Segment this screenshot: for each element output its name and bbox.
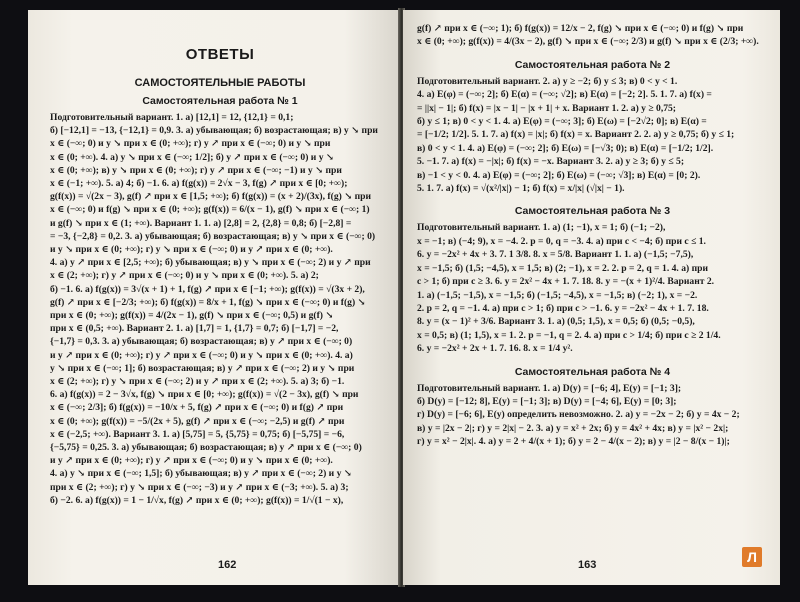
text-line: в) 0 < y < 1. 4. а) E(φ) = (−∞; 2]; б) E(ω) = [−√3; 0); в) E(α) = [−1/2; 1/2]. bbox=[417, 142, 714, 154]
section-title: САМОСТОЯТЕЛЬНЫЕ РАБОТЫ bbox=[134, 77, 306, 89]
text-line: и y ↗ при x ∈ (0; +∞); г) y ↗ при x ∈ (−∞; 0) и y ↘ при x ∈ (0; +∞). bbox=[50, 455, 333, 467]
text-line: б) [−12,1] = −13, {−12,1} = 0,9. 3. а) убывающая; б) возрастающая; в) y ↘ при bbox=[50, 125, 378, 137]
right-text-4 bbox=[417, 382, 768, 449]
subsection-title-3: Самостоятельная работа № 3 bbox=[514, 205, 671, 218]
text-line: x ∈ (0; +∞); в) y ↘ при x ∈ (0; +∞); г) y ↗ при x ∈ (−∞; −1) и y ↘ при bbox=[50, 164, 342, 176]
subsection-title-4: Самостоятельная работа № 4 bbox=[514, 365, 671, 378]
text-line: б) −1. 6. а) f(g(x)) = 3√(x + 1) + 1, f(g) ↗ при x ∈ [−1; +∞); g(f(x)) = √(3x + 2), bbox=[50, 283, 365, 295]
text-line: Подготовительный вариант. 1. а) (1; −1), x = 1; б) (−1; −2), bbox=[417, 222, 666, 234]
subsection-title-1: Самостоятельная работа № 1 bbox=[142, 95, 298, 107]
text-line: 6. а) f(g(x)) = 2 − 3√x, f(g) ↘ при x ∈ [0; +∞); g(f(x)) = √(2 − 3x), g(f) ↘ при bbox=[50, 389, 359, 401]
text-line: 5. 1. 7. а) f(x) = √(x²/|x|) − 1; б) f(x) = x/|x| (√|x| − 1). bbox=[417, 183, 625, 195]
text-line: x ∈ (−2,5; +∞). Вариант 3. 1. а) [5,75] = 5, {5,75} = 0,75; б) [−5,75] = −6, bbox=[50, 428, 345, 440]
text-line: в) y = |2x − 2|; г) y = 2|x| − 2. 3. а) y = x² + 2x; б) y = 4x² + 4x; в) y = |x² − 2x|; bbox=[417, 422, 729, 434]
left-page bbox=[28, 10, 400, 585]
left-text-block bbox=[50, 111, 390, 507]
text-line: в) −1 < y < 0. 4. а) E(φ) = (−∞; 2]; б) E(ω) = (−∞; √3]; в) E(α) = [0; 2). bbox=[417, 169, 701, 181]
text-line: 5. −1. 7. а) f(x) = −|x|; б) f(x) = −x. Вариант 3. 2. а) y ≥ 3; б) y ≤ 5; bbox=[417, 156, 685, 168]
text-line: б) D(y) = [−12; 8], E(y) = [−1; 3]; в) D(y) = [−4; 6], E(y) = [0; 3]; bbox=[417, 395, 677, 407]
text-line: y ↘ при x ∈ (−∞; 1]; б) возрастающая; в) y ↗ при x ∈ (−∞; 2) и y ↘ при bbox=[50, 362, 355, 374]
text-line: x ∈ (−∞; 2/3]; б) f(g(x)) = −10/x + 5, f(g) ↗ при x ∈ (−∞; 0) и f(g) ↗ при bbox=[50, 402, 344, 414]
text-line: x = −1,5; б) (1,5; −4,5), x = 1,5; в) (2; −1), x = 2. 2. p = 2, q = 1. 4. а) при bbox=[417, 262, 709, 274]
text-line: 1. а) (−1,5; −1,5), x = −1,5; б) (−1,5; −4,5), x = −1,5; в) (−2; 1), x = −2. bbox=[417, 289, 698, 301]
text-line: x ∈ (−∞; 0) и f(g) ↘ при x ∈ (0; +∞); g(f(x)) = 6/(x − 1), g(f) ↘ при x ∈ (−∞; 1) bbox=[50, 204, 370, 216]
text-line: Подготовительный вариант. 2. а) y ≥ −2; б) y ≤ 3; в) 0 < y < 1. bbox=[417, 75, 678, 87]
right-page bbox=[403, 10, 780, 585]
text-line: x ∈ (0; +∞). 4. а) y ↘ при x ∈ (−∞; 1/2]; б) y ↗ при x ∈ (−∞; 0) и y ↘ bbox=[50, 151, 334, 163]
text-line: = ||x| − 1|; б) f(x) = |x − 1| − |x + 1| + x. Вариант 1. 2. а) y ≥ 0,75; bbox=[417, 102, 677, 114]
text-line: 4. а) y ↘ при x ∈ (−∞; 1,5]; б) убывающая; в) y ↗ при x ∈ (−∞; 2) и y ↘ bbox=[50, 468, 352, 480]
text-line: c > 1; б) при c ≥ 3. 6. y = 2x² − 4x + 1. 7. 18. 8. y = −(x + 1)²/4. Вариант 2. bbox=[417, 276, 715, 288]
text-line: x ∈ (0; +∞); g(f(x)) = 4/(3x − 2), g(f) ↘ при x ∈ (−∞; 2/3) и g(f) ↘ при x ∈ (2/3; +∞). bbox=[417, 36, 759, 48]
page-number-right: 163 bbox=[578, 559, 597, 571]
text-line: 8. y = (x − 1)² + 3/6. Вариант 3. 1. а) (0,5; 1,5), x = 0,5; б) (0,5; −0,5), bbox=[417, 316, 695, 328]
text-line: 6. y = −2x² + 2x + 1. 7. 16. 8. x = 1/4 y². bbox=[417, 343, 573, 355]
text-line: x ∈ (2; +∞); г) y ↘ при x ∈ (−∞; 2) и y ↗ при x ∈ (2; +∞). 5. а) 3; б) −1. bbox=[50, 376, 345, 388]
right-text-top bbox=[417, 22, 768, 49]
text-line: x = −1; в) (−4; 9), x = −4. 2. p = 0, q = −3. 4. а) при c < −4; б) при c ≤ 1. bbox=[417, 235, 706, 247]
text-line: {−5,75} = 0,25. 3. а) убывающая; б) возрастающая; в) y ↗ при x ∈ (−∞; 0) bbox=[50, 442, 362, 454]
text-line: x ∈ (−1; +∞). 5. а) 4; б) −1. 6. а) f(g(x)) = 2√x − 3, f(g) ↗ при x ∈ [0; +∞); bbox=[50, 178, 348, 190]
text-line: и y ↗ при x ∈ (0; +∞); г) y ↗ при x ∈ (−∞; 0) и y ↘ при x ∈ (0; +∞). 4. а) bbox=[50, 349, 353, 361]
text-line: б) −2. 6. а) f(g(x)) = 1 − 1/√x, f(g) ↗ при x ∈ (0; +∞); g(f(x)) = 1/√(1 − x), bbox=[50, 494, 344, 506]
text-line: Подготовительный вариант. 1. а) D(y) = [−6; 4], E(y) = [−1; 3]; bbox=[417, 382, 682, 394]
text-line: g(f) ↗ при x ∈ (−∞; 1); б) f(g(x)) = 12/x − 2, f(g) ↘ при x ∈ (−∞; 0) и f(g) ↘ при bbox=[417, 23, 744, 34]
text-line: б) y ≤ 1; в) 0 < y < 1. 4. а) E(φ) = (−∞; 3]; б) E(ω) = [−2√2; 0]; в) E(α) = bbox=[417, 116, 707, 128]
text-line: g(f(x)) = √(2x − 3), g(f) ↗ при x ∈ [1,5; +∞); б) f(g(x)) = (x + 2)/(3x), f(g) ↘ при bbox=[50, 191, 372, 203]
text-line: {−1,7} = 0,3. 3. а) убывающая; б) возрастающая; в) y ↗ при x ∈ (−∞; 0) bbox=[50, 336, 353, 348]
right-text-3 bbox=[417, 221, 768, 355]
text-line: x ∈ (−∞; 0) и y ↘ при x ∈ (0; +∞); г) y ↗ при x ∈ (−∞; 0) и y ↘ при bbox=[50, 138, 331, 150]
text-line: 4. а) E(φ) = (−∞; 2]; б) E(α) = (−∞; √2]; в) E(α) = [−2; 2]. 5. 1. 7. а) f(x) = bbox=[417, 89, 712, 101]
text-line: g(f) ↗ при x ∈ [−2/3; +∞); б) f(g(x)) = 8/x + 1, f(g) ↘ при x ∈ (−∞; 0) и f(g) ↘ bbox=[50, 296, 366, 308]
publisher-logo-icon: Л bbox=[742, 547, 762, 567]
text-line: 6. y = −2x² + 4x + 3. 7. 1 3/8. 8. x = 5/8. Вариант 1. 1. а) (−1,5; −7,5), bbox=[417, 249, 694, 261]
text-line: Подготовительный вариант. 1. а) [12,1] = 12, {12,1} = 0,1; bbox=[50, 112, 294, 123]
text-line: x ∈ (2; +∞); г) y ↗ при x ∈ (−∞; 0) и y ↘ при x ∈ (0; +∞). 5. а) 2; bbox=[50, 270, 319, 282]
text-line: x = 0,5; в) (1; 1,5), x = 1. 2. p = −1, q = 2. 4. а) при c > 1/4; б) при c ≥ 2 1/4. bbox=[417, 329, 721, 341]
text-line: 2. p = 2, q = −1. 4. а) при c > 1; б) при c > −1. 6. y = −2x² − 4x + 1. 7. 18. bbox=[417, 302, 709, 314]
text-line: = −3, {−2,8} = 0,2. 3. а) убывающая; б) возрастающая; в) y ↘ при x ∈ (−∞; 0) bbox=[50, 230, 376, 242]
text-line: и g(f) ↘ при x ∈ (1; +∞). Вариант 1. 1. а) [2,8] = 2, {2,8} = 0,8; б) [−2,8] = bbox=[50, 217, 352, 229]
text-line: г) D(y) = [−6; 6], E(y) определить невозможно. 2. а) y = −2x − 2; б) y = 4x − 2; bbox=[417, 409, 740, 421]
right-text-2 bbox=[417, 75, 768, 196]
text-line: 4. а) y ↗ при x ∈ [2,5; +∞); б) убывающая; в) y ↘ при x ∈ (−∞; 2) и y ↗ при bbox=[50, 257, 371, 269]
text-line: г) y = x² − 2|x|. 4. а) y = 2 + 4/(x + 1); б) y = 2 − 4/(x − 2); в) y = |2 − 8/(x − 1)|; bbox=[417, 436, 730, 448]
text-line: и y ↘ при x ∈ (0; +∞); г) y ↘ при x ∈ (−∞; 0) и y ↗ при x ∈ (0; +∞). bbox=[50, 244, 333, 256]
text-line: при x ∈ (0,5; +∞). Вариант 2. 1. а) [1,7] = 1, {1,7} = 0,7; б) [−1,7] = −2, bbox=[50, 323, 339, 335]
subsection-title-2: Самостоятельная работа № 2 bbox=[514, 58, 671, 71]
answers-title: ОТВЕТЫ bbox=[185, 46, 255, 63]
text-line: x ∈ (0; +∞); g(f(x)) = −5/(2x + 5), g(f) ↗ при x ∈ (−∞; −2,5) и g(f) ↗ при bbox=[50, 415, 345, 427]
text-line: при x ∈ (2; +∞); г) y ↘ при x ∈ (−∞; −3) и y ↗ при x ∈ (−3; +∞). 5. а) 3; bbox=[50, 481, 349, 493]
text-line: = [−1/2; 1/2]. 5. 1. 7. а) f(x) = |x|; б) f(x) = x. Вариант 2. 2. а) y ≥ 0,75; б) y ≤ 1; bbox=[417, 129, 735, 141]
text-line: при x ∈ (0; +∞); g(f(x)) = 4/(2x − 1), g(f) ↘ при x ∈ (−∞; 0,5) и g(f) ↘ bbox=[50, 310, 334, 322]
page-number-left: 162 bbox=[218, 559, 237, 571]
